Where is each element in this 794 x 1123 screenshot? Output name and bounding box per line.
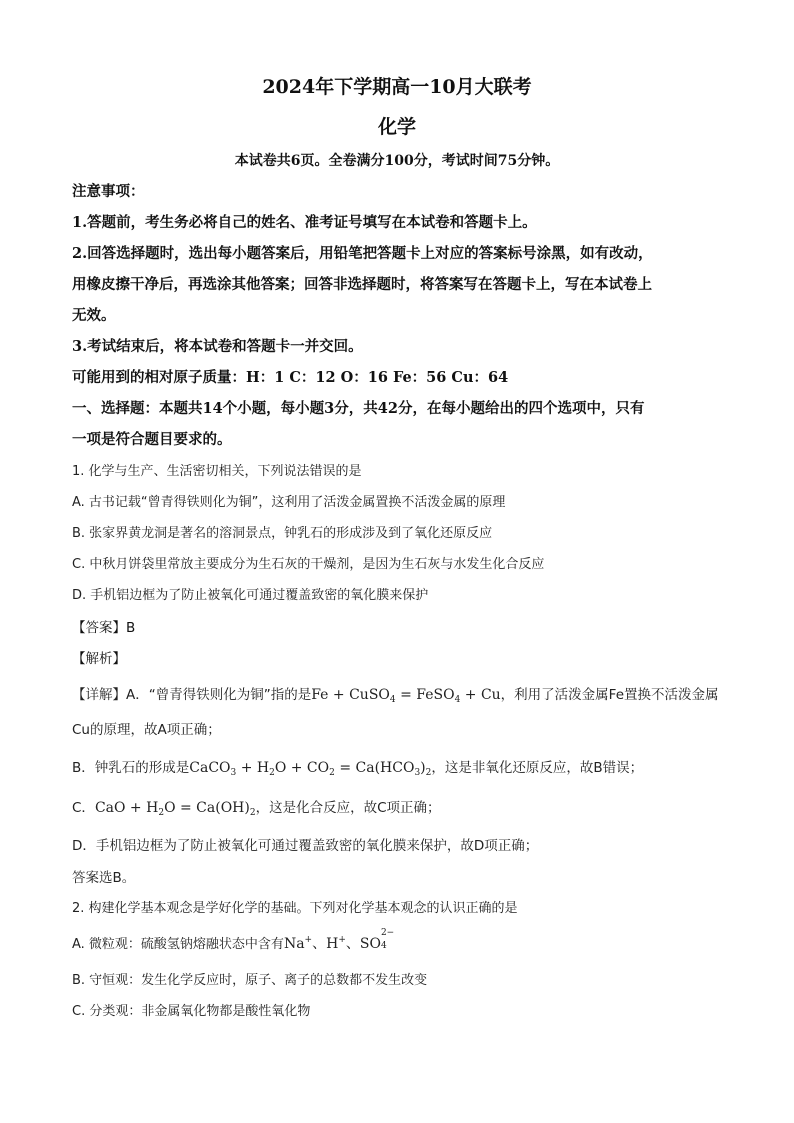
- question-2-option-a-text: A. 微粒观：硫酸氢钠熔融状态中含有: [72, 937, 284, 952]
- detail-b-text-2: ，这是非氧化还原反应，故B错误；: [431, 760, 644, 776]
- equation-fe-cuso4: Fe + CuSO$_4$ = FeSO$_4$ + Cu: [311, 687, 501, 705]
- notice-item-2-cont: 用橡皮擦干净后，再选涂其他答案；回答非选择题时，将答案写在答题卡上，写在本试卷上: [72, 276, 652, 293]
- analysis-tag: 【解析】: [72, 651, 126, 667]
- notice-heading: 注意事项：: [72, 183, 145, 200]
- equation-cao: CaO + $H_2O = Ca(OH)_2$: [94, 800, 256, 818]
- notice-item-1: 1.答题前，考生务必将自己的姓名、准考证号填写在本试卷和答题卡上。: [72, 214, 537, 231]
- question-1-option-a: A. 古书记载“曾青得铁则化为铜”，这利用了活泼金属置换不活泼金属的原理: [72, 495, 506, 510]
- notice-item-3: 3.考试结束后，将本试卷和答题卡一并交回。: [72, 338, 363, 355]
- detail-tag: 【详解】: [72, 687, 126, 703]
- atomic-mass-line: 可能用到的相对原子质量：H：1 C：12 O：16 Fe：56 Cu：64: [72, 369, 509, 386]
- question-1-option-d: D. 手机铝边框为了防止被氧化可通过覆盖致密的氧化膜来保护: [72, 588, 429, 603]
- detail-c-text: C．: [72, 800, 95, 816]
- exam-title: 2024年下学期高一10月大联考: [262, 76, 532, 98]
- ion-list: Na+、H+、SO 2− 4: [283, 928, 395, 952]
- exam-info: 本试卷共6页。全卷满分100分，考试时间75分钟。: [234, 153, 560, 169]
- answer-value: B: [126, 620, 136, 636]
- question-2-option-a: [72, 928, 397, 955]
- question-1-option-c: C. 中秋月饼袋里常放主要成分为生石灰的干燥剂，是因为生石灰与水发生化合反应: [72, 557, 545, 572]
- answer-line: [72, 618, 135, 638]
- detail-c-line: [72, 798, 441, 818]
- detail-b-line: [72, 758, 643, 778]
- subject-title: 化学: [377, 116, 416, 138]
- notice-item-2: 2.回答选择题时，选出每小题答案后，用铅笔把答题卡上对应的答案标号涂黑，如有改动，: [72, 245, 653, 262]
- question-2-option-c: C. 分类观：非金属氧化物都是酸性氧化物: [72, 1004, 311, 1019]
- equation-caco3: CaCO$_3$ + $H_2O + CO_2 = Ca(HCO_3)_2$: [189, 760, 432, 778]
- question-1-option-b: B. 张家界黄龙洞是著名的溶洞景点，钟乳石的形成涉及到了氧化还原反应: [72, 526, 493, 541]
- detail-b-text: B．钟乳石的形成是: [72, 760, 190, 776]
- detail-d-line: D．手机铝边框为了防止被氧化可通过覆盖致密的氧化膜来保护，故D项正确；: [72, 838, 539, 854]
- section-heading-cont: 一项是符合题目要求的。: [72, 431, 232, 448]
- question-1-stem: 1. 化学与生产、生活密切相关，下列说法错误的是: [72, 464, 362, 479]
- detail-a-line: [72, 685, 719, 705]
- question-2-option-b: B. 守恒观：发生化学反应时，原子、离子的总数都不发生改变: [72, 973, 428, 988]
- detail-c-text-2: ，这是化合反应，故C项正确；: [255, 800, 441, 816]
- notice-item-2-end: 无效。: [72, 307, 116, 324]
- detail-a-text: A．“曾青得铁则化为铜”指的是: [126, 687, 312, 703]
- question-2-stem: 2. 构建化学基本观念是学好化学的基础。下列对化学基本观念的认识正确的是: [72, 901, 518, 916]
- section-heading: 一、选择题：本题共14个小题，每小题3分，共42分，在每小题给出的四个选项中，只有: [72, 400, 645, 417]
- detail-a-line-2: Cu的原理，故A项正确；: [72, 722, 221, 738]
- detail-a-text-2: ，利用了活泼金属Fe置换不活泼金属: [500, 687, 719, 703]
- answer-tag: 【答案】: [72, 620, 126, 636]
- answer-conclusion: 答案选B。: [72, 870, 136, 886]
